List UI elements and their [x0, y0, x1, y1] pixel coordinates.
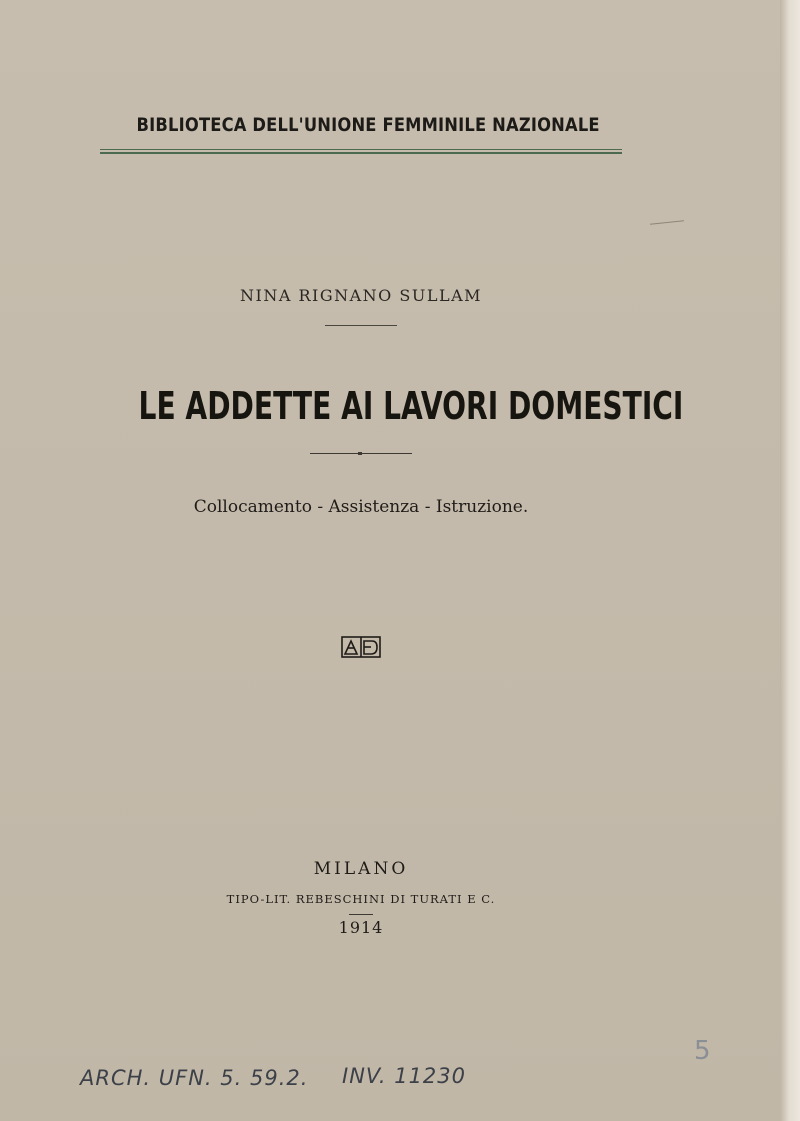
book-title: LE ADDETTE AI LAVORI DOMESTICI	[138, 384, 684, 428]
imprint-printer: TIPO-LIT. REBESCHINI DI TURATI E C.	[226, 892, 496, 906]
handwritten-inventory-number: INV. 11230	[342, 1064, 467, 1088]
author-name: NINA RIGNANO SULLAM	[240, 286, 482, 305]
ornamental-rule	[310, 453, 412, 454]
book-subtitle: Collocamento - Assistenza - Istruzione.	[193, 497, 529, 517]
imprint-city: MILANO	[313, 859, 409, 879]
imprint-year: 1914	[338, 918, 384, 937]
series-rule	[100, 149, 622, 154]
printer-device-icon	[341, 636, 381, 658]
series-title: BIBLIOTECA DELL'UNIONE FEMMINILE NAZIONALE	[136, 114, 600, 136]
handwritten-shelf-mark: ARCH. UFN. 5. 59.2.	[80, 1066, 309, 1090]
imprint-rule	[349, 914, 373, 915]
pencil-mark	[650, 220, 684, 225]
pencil-number: 5	[694, 1036, 711, 1066]
divider-rule	[325, 325, 397, 326]
page-edge	[780, 0, 800, 1121]
